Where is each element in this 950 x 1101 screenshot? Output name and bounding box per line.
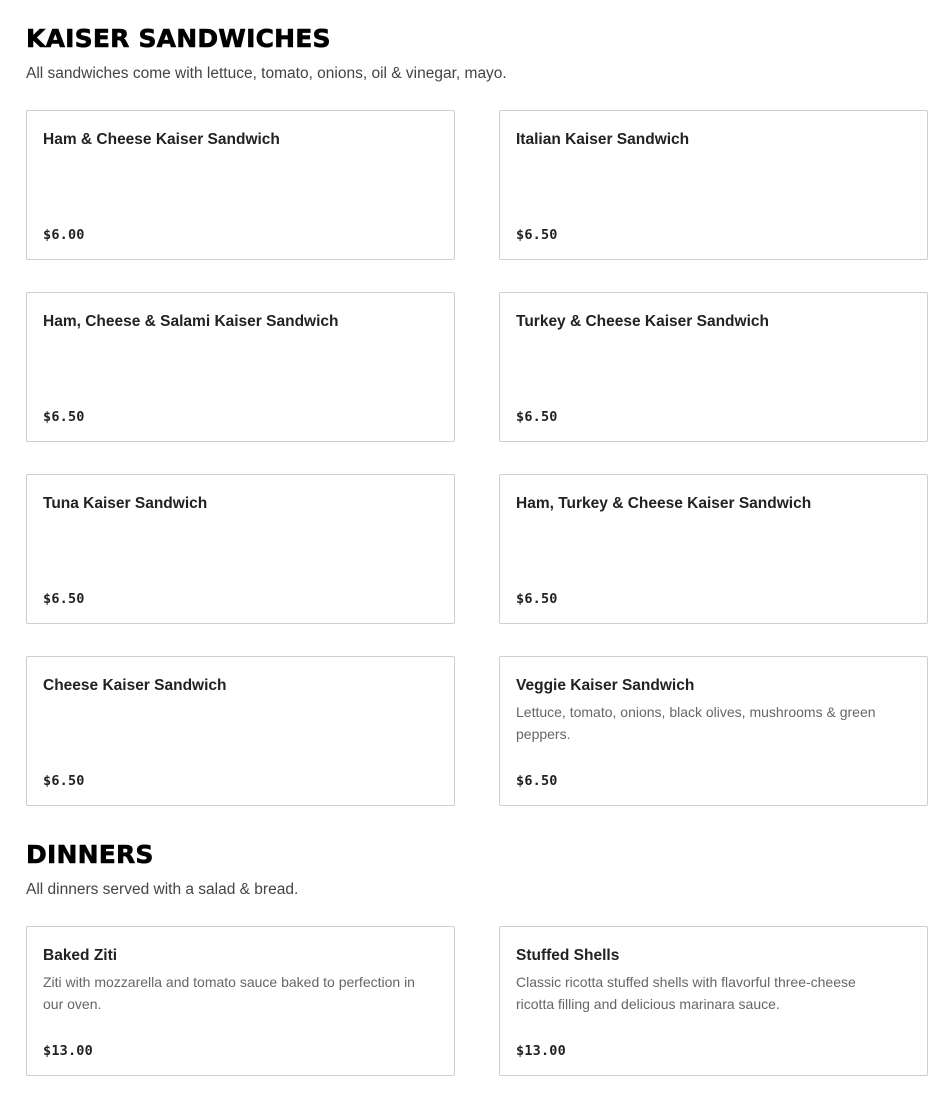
- section-title-kaiser-sandwiches: KAISER SANDWICHES: [26, 24, 331, 53]
- menu-item-card[interactable]: [26, 292, 455, 442]
- menu-item-card[interactable]: [499, 292, 928, 442]
- menu-item-name: Stuffed Shells: [516, 947, 620, 964]
- section-title-dinners: DINNERS: [26, 840, 154, 869]
- menu-item-description: Ziti with mozzarella and tomato sauce baked to perfection in our oven.: [43, 974, 415, 1012]
- menu-item-card[interactable]: [26, 474, 455, 624]
- kaiser-sandwiches-grid: [26, 110, 928, 806]
- menu-item-name: Cheese Kaiser Sandwich: [43, 677, 227, 694]
- section-description-dinners: All dinners served with a salad & bread.: [26, 881, 299, 898]
- menu-item-card[interactable]: [499, 474, 928, 624]
- menu-item-name: Baked Ziti: [43, 947, 118, 964]
- menu-item-name: Ham, Cheese & Salami Kaiser Sandwich: [43, 313, 339, 330]
- menu-item-name: Ham & Cheese Kaiser Sandwich: [43, 131, 280, 148]
- menu-item-name: Veggie Kaiser Sandwich: [516, 677, 695, 694]
- menu-item-price: $6.50: [43, 591, 85, 607]
- section-description-kaiser-sandwiches: All sandwiches come with lettuce, tomato, onions, oil & vinegar, mayo.: [26, 65, 507, 82]
- menu-item-card[interactable]: [26, 656, 455, 806]
- menu-item-price: $6.50: [516, 227, 558, 243]
- menu-item-description: Lettuce, tomato, onions, black olives, mushrooms & green peppers.: [516, 704, 876, 742]
- menu-item-card[interactable]: [499, 656, 928, 806]
- menu-item-price: $6.50: [516, 409, 558, 425]
- menu-item-price: $6.50: [516, 773, 558, 789]
- menu-item-name: Ham, Turkey & Cheese Kaiser Sandwich: [516, 495, 812, 512]
- menu-item-card[interactable]: [26, 926, 455, 1076]
- menu-item-price: $13.00: [516, 1043, 566, 1059]
- menu-item-card[interactable]: [26, 110, 455, 260]
- menu-item-price: $13.00: [43, 1043, 93, 1059]
- menu-item-price: $6.50: [43, 773, 85, 789]
- menu-item-price: $6.50: [43, 409, 85, 425]
- menu-item-price: $6.00: [43, 227, 85, 243]
- menu-item-price: $6.50: [516, 591, 558, 607]
- menu-item-card[interactable]: [499, 110, 928, 260]
- menu-item-description: Classic ricotta stuffed shells with flavorful three-cheese ricotta filling and delicious marinara sauce.: [516, 974, 856, 1012]
- dinners-grid: [26, 926, 928, 1076]
- menu-item-name: Italian Kaiser Sandwich: [516, 131, 690, 148]
- menu-item-name: Tuna Kaiser Sandwich: [43, 495, 208, 512]
- menu-item-name: Turkey & Cheese Kaiser Sandwich: [516, 313, 769, 330]
- menu-item-card[interactable]: [499, 926, 928, 1076]
